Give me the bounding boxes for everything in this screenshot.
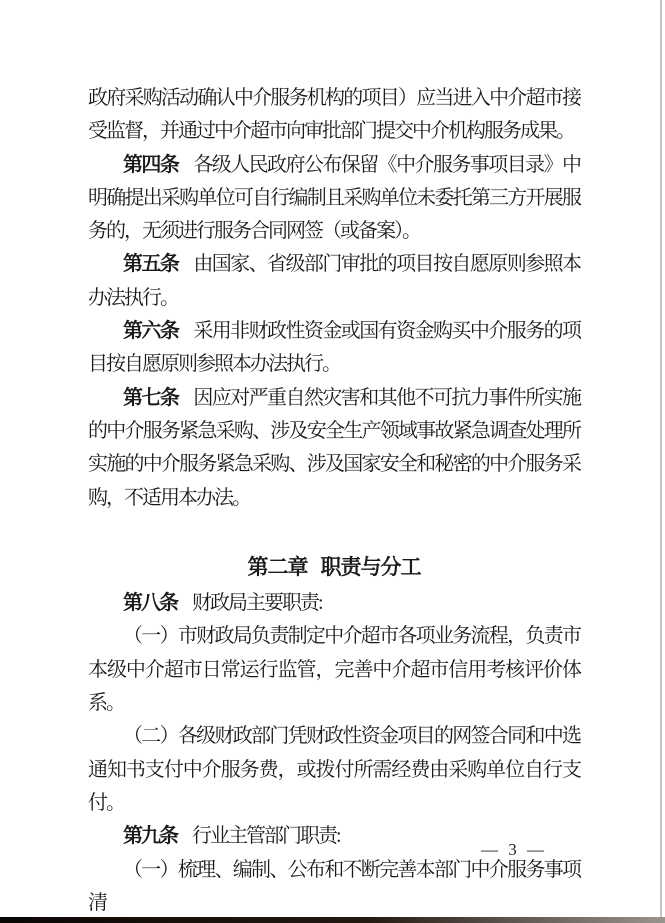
paragraph-text: 各级人民政府公布保留《中介服务事项目录》中明确提出采购单位可自行编制且采购单位未委托第三方开展服务的，无须进行服务合同网签（或备案）。: [88, 153, 581, 243]
paragraph-text: 采用非财政性资金或国有资金购买中介服务的项目按自愿原则参照本办法执行。: [88, 320, 581, 376]
paragraph-text: 行业主管部门职责:: [192, 825, 340, 848]
chapter-title: 职责与分工: [320, 555, 421, 579]
article-4-paragraph: [88, 149, 580, 249]
paragraph-text: （一）市财政局负责制定中介超市各项业务流程，负责市本级中介超市日常运行监管，完善中介超市信用考核评价体系。: [88, 625, 580, 715]
article-8-item-2: [88, 720, 580, 820]
paragraph-text: 因应对严重自然灾害和其他不可抗力事件所实施的中介服务紧急采购、涉及安全生产领域事故紧急调查处理所实施的中介服务紧急采购、涉及国家安全和秘密的中介服务采购，不适用本办法。: [88, 386, 581, 509]
article-6-paragraph: [88, 315, 580, 382]
paragraph-text: （二）各级财政部门凭财政性资金项目的网签合同和中选通知书支付中介服务费，或拨付所需经费由采购单位自行支付。: [88, 725, 580, 814]
article-7-paragraph: [88, 382, 580, 515]
document-body: [88, 82, 580, 920]
page-number: — 3 —: [481, 840, 547, 859]
paragraph-text: 财政局主要职责:: [192, 592, 322, 615]
article-9-number: 第九条: [123, 825, 177, 848]
article-8-paragraph: [88, 587, 580, 620]
article-6-number: 第六条: [123, 320, 179, 343]
chapter-heading: [88, 551, 580, 584]
scan-bottom-band: [0, 917, 665, 923]
article-5-number: 第五条: [123, 253, 179, 276]
chapter-number: 第二章: [247, 555, 308, 579]
article-7-number: 第七条: [123, 386, 179, 409]
article-9-item-1: [88, 854, 580, 921]
paragraph-text: 政府采购活动确认中介服务机构的项目）应当进入中介超市接受监督，并通过中介超市向审批部门提交中介机构服务成果。: [88, 87, 580, 143]
paragraph-text: （一）梳理、编制、公布和不断完善本部门中介服务事项清: [88, 858, 580, 914]
article-5-paragraph: [88, 248, 580, 315]
article-4-number: 第四条: [123, 153, 179, 176]
article-8-item-1: [88, 620, 580, 720]
paragraph-text: 由国家、省级部门审批的项目按自愿原则参照本办法执行。: [88, 253, 581, 309]
article-8-number: 第八条: [123, 592, 177, 615]
scan-edge-line: [660, 0, 662, 917]
paragraph-continuation: [88, 82, 580, 149]
